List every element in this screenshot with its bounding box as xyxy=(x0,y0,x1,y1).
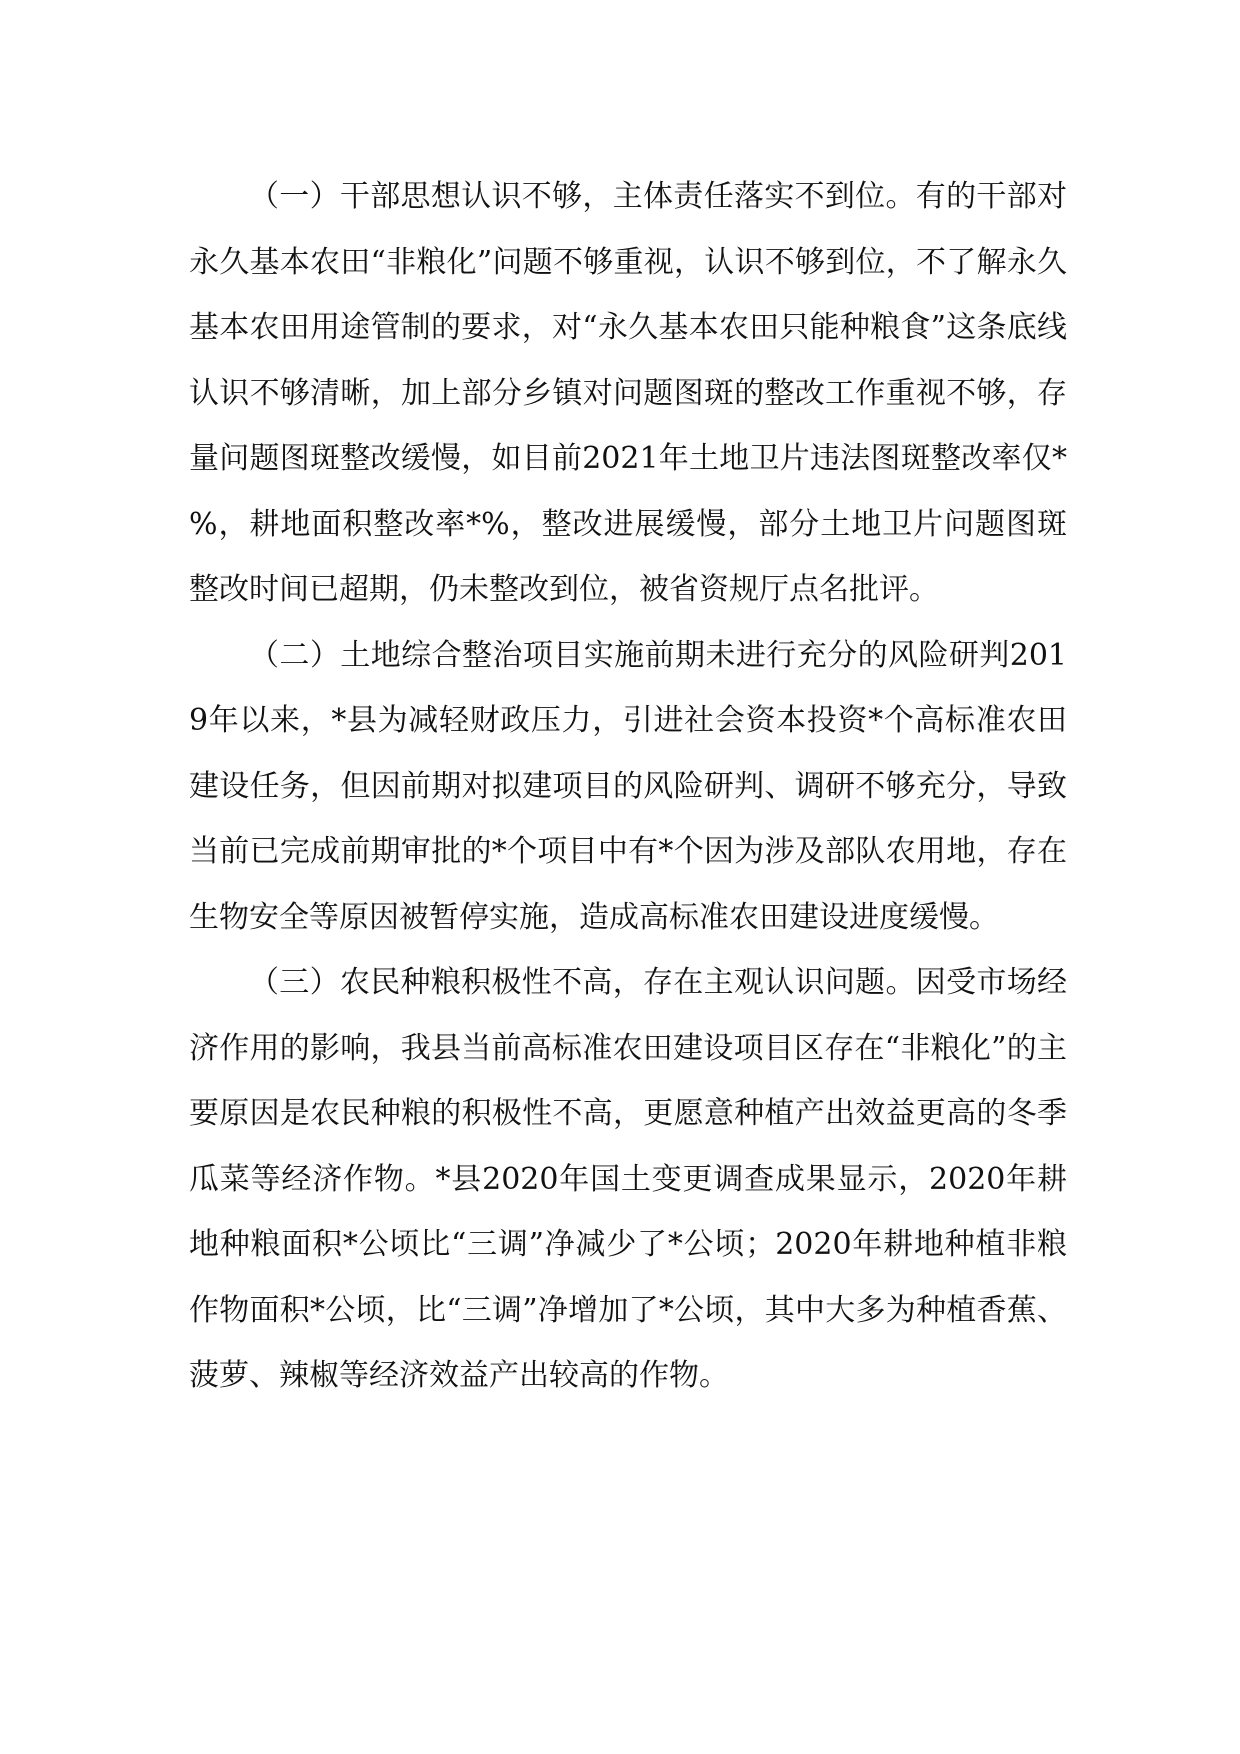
paragraph-farmer-motivation: （三）农民种粮积极性不高，存在主观认识问题。因受市场经济作用的影响，我县当前高标准农田建设项目区存在“非粮化”的主要原因是农民种粮的积极性不高，更愿意种植产出效益更高的冬季瓜菜等经济作物。*县2020年国土变更调查成果显示，2020年耕地种粮面积*公顷比“三调”净减少了*公顷；2020年耕地种植非粮作物面积*公顷，比“三调”净增加了*公顷，其中大多为种植香蕉、菠萝、辣椒等经济效益产出较高的作物。 xyxy=(189,965,1067,1393)
paragraph-land-consolidation-risk: （二）土地综合整治项目实施前期未进行充分的风险研判2019年以来，*县为减轻财政压力，引进社会资本投资*个高标准农田建设任务，但因前期对拟建项目的风险研判、调研不够充分，导致当前已完成前期审批的*个项目中有*个因为涉及部队农用地，存在生物安全等原因被暂停实施，造成高标准农田建设进度缓慢。 xyxy=(189,637,1067,935)
document-body xyxy=(189,164,1067,1409)
paragraph-cadre-awareness: （一）干部思想认识不够，主体责任落实不到位。有的干部对永久基本农田“非粮化”问题不够重视，认识不够到位，不了解永久基本农田用途管制的要求，对“永久基本农田只能种粮食”这条底线认识不够清晰，加上部分乡镇对问题图斑的整改工作重视不够，存量问题图斑整改缓慢，如目前2021年土地卫片违法图斑整改率仅*%，耕地面积整改率*%，整改进展缓慢，部分土地卫片问题图斑整改时间已超期，仍未整改到位，被省资规厅点名批评。 xyxy=(189,179,1067,607)
